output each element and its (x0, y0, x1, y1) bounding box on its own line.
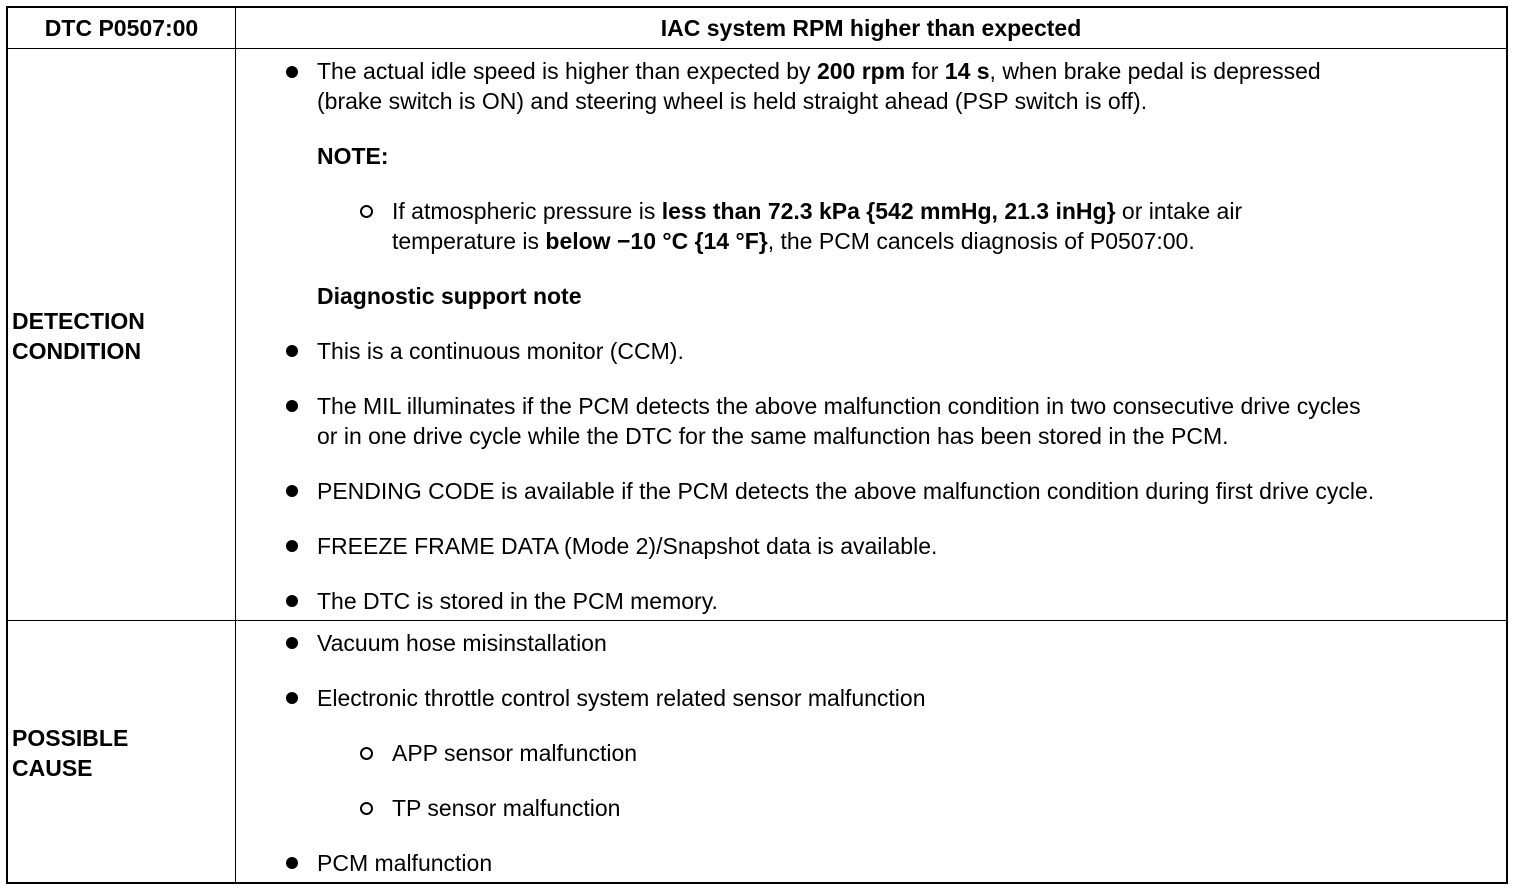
note-item-line1 (392, 196, 1242, 226)
detection-item-1-time: 14 s (944, 58, 990, 84)
bullet-icon (286, 66, 298, 78)
detection-label-line2: CONDITION (12, 338, 142, 364)
support-item-1: This is a continuous monitor (CCM). (317, 338, 684, 364)
column-divider (235, 6, 236, 884)
bullet-icon (286, 857, 298, 869)
cause-label-line2: CAUSE (12, 755, 93, 781)
note-item-text-c: or intake air (1115, 198, 1243, 224)
detection-item-1-text-e: , when brake pedal is depressed (989, 58, 1321, 84)
bullet-icon (286, 540, 298, 552)
note-item-text-f: , the PCM cancels diagnosis of P0507:00. (767, 228, 1195, 254)
note-item-temperature: below −10 °C {14 °F} (545, 228, 768, 254)
cause-subitem-1: APP sensor malfunction (392, 740, 638, 766)
hollow-bullet-icon (360, 802, 373, 815)
dtc-title: IAC system RPM higher than expected (660, 15, 1082, 41)
detection-item-1-line2: (brake switch is ON) and steering wheel is held straight ahead (PSP switch is off). (317, 88, 1148, 114)
note-item-text-a: If atmospheric pressure is (392, 198, 662, 224)
detection-item-1-text-c: for (905, 58, 945, 84)
bullet-icon (286, 400, 298, 412)
support-heading: Diagnostic support note (317, 283, 582, 309)
cause-label-line1: POSSIBLE (12, 725, 129, 751)
cause-item-1: Vacuum hose misinstallation (317, 630, 607, 656)
cause-item-2: Electronic throttle control system related sensor malfunction (317, 685, 926, 711)
hollow-bullet-icon (360, 205, 373, 218)
note-item-text-d: temperature is (392, 228, 546, 254)
dtc-code: DTC P0507:00 (44, 15, 199, 41)
detection-item-1-text-a: The actual idle speed is higher than expected by (317, 58, 817, 84)
note-item-line2 (392, 226, 1195, 256)
support-item-4: FREEZE FRAME DATA (Mode 2)/Snapshot data is available. (317, 533, 938, 559)
note-heading: NOTE: (317, 143, 389, 169)
cause-item-3: PCM malfunction (317, 850, 493, 876)
bullet-icon (286, 595, 298, 607)
bullet-icon (286, 345, 298, 357)
detection-item-1 (317, 56, 1321, 86)
row-divider (6, 620, 1508, 621)
bullet-icon (286, 692, 298, 704)
hollow-bullet-icon (360, 747, 373, 760)
support-item-2: The MIL illuminates if the PCM detects the above malfunction condition in two consecutive drive cycles (317, 393, 1361, 419)
detection-label-line1: DETECTION (12, 308, 145, 334)
note-item-pressure: less than 72.3 kPa {542 mmHg, 21.3 inHg} (661, 198, 1116, 224)
header-divider (6, 48, 1508, 49)
detection-item-1-rpm: 200 rpm (816, 58, 906, 84)
cause-subitem-2: TP sensor malfunction (392, 795, 621, 821)
bullet-icon (286, 485, 298, 497)
support-item-3: PENDING CODE is available if the PCM detects the above malfunction condition during first drive cycle. (317, 478, 1375, 504)
support-item-5: The DTC is stored in the PCM memory. (317, 588, 718, 614)
support-item-2-line2: or in one drive cycle while the DTC for the same malfunction has been stored in the PCM. (317, 423, 1229, 449)
bullet-icon (286, 637, 298, 649)
